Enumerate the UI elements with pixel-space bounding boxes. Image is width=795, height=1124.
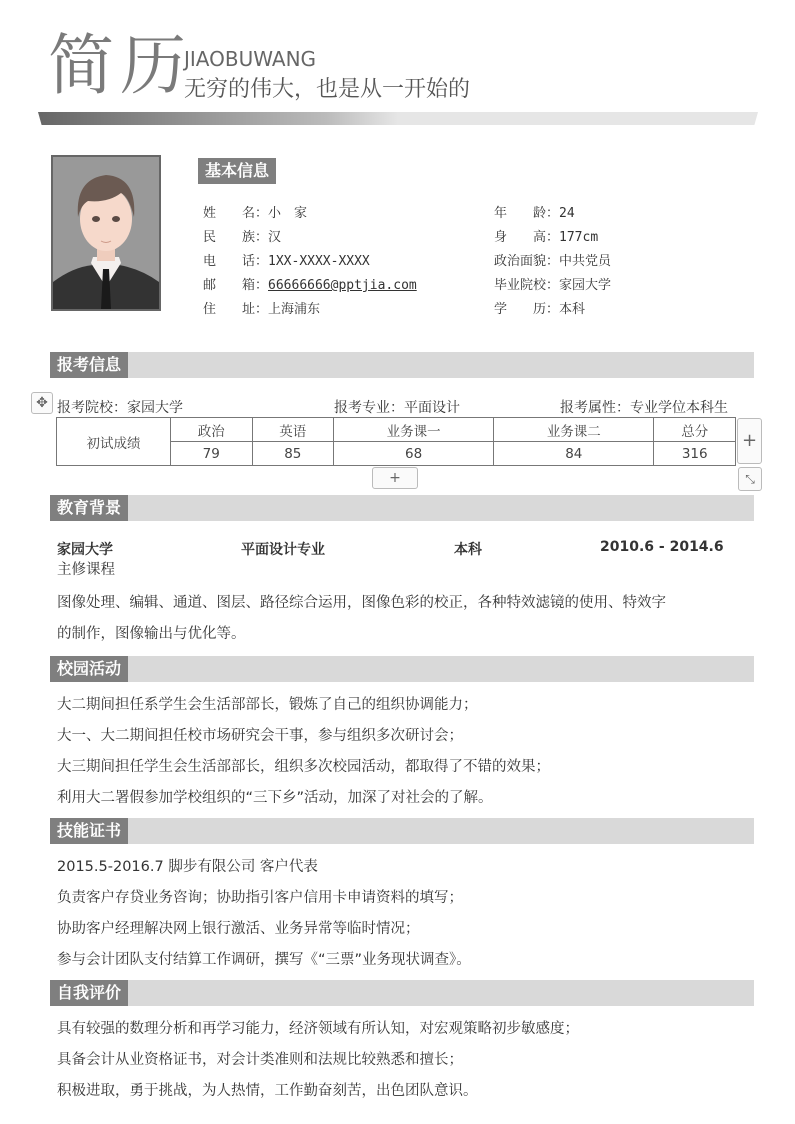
section-header-campus [50,656,754,682]
info-label: 民 族： [203,230,269,245]
score-cell: 79 [171,442,253,466]
subject-header: 英语 [252,418,334,442]
info-value: 本科 [559,302,586,317]
campus-line: 大三期间担任学生会生活部部长，组织多次校园活动，都取得了不错的效果； [57,759,550,775]
slogan: 无穷的伟大，也是从一开始的 [184,77,471,102]
exam-major: 报考专业：平面设计 [334,400,460,416]
campus-line: 大一、大二期间担任校市场研究会干事，参与组织多次研讨会； [57,728,463,744]
campus-line: 大二期间担任系学生会生活部部长，锻炼了自己的组织协调能力； [57,697,478,713]
info-value: 24 [559,206,575,221]
score-cell: 84 [494,442,654,466]
info-row [494,230,598,246]
score-cell: 316 [654,442,736,466]
section-title: 自我评价 [50,980,128,1006]
edu-degree: 本科 [454,542,482,558]
self-line: 具备会计从业资格证书，对会计类准则和法规比较熟悉和擅长； [57,1052,463,1068]
info-label: 年 龄： [494,206,560,221]
info-row [494,278,611,294]
section-header-self [50,980,754,1006]
info-label: 电 话： [203,254,269,269]
campus-line: 利用大二署假参加学校组织的“三下乡”活动，加深了对社会的了解。 [57,790,493,806]
info-row [203,230,281,246]
info-label: 邮 箱： [203,278,269,293]
skills-line: 负责客户存贷业务咨询；协助指引客户信用卡申请资料的填写； [57,890,463,906]
exam-school: 报考院校：家园大学 [57,400,183,416]
info-row [203,278,417,294]
section-header-education [50,495,754,521]
score-cell: 68 [334,442,494,466]
score-table [56,417,736,466]
subject-header: 总分 [654,418,736,442]
section-title: 报考信息 [50,352,128,378]
info-value: 中共党员 [559,254,612,269]
subject-header: 业务课二 [494,418,654,442]
resize-table-icon[interactable]: ⤡ [738,467,762,491]
courses-line: 的制作，图像输出与优化等。 [57,626,246,642]
section-title: 教育背景 [50,495,128,521]
resume-logo: 简历 [48,27,192,104]
add-row-button[interactable]: + [372,467,418,489]
brand-name: JIAOBUWANG [184,47,317,71]
info-row [203,302,320,318]
info-value: 汉 [268,230,282,245]
info-value: 小 家 [268,206,308,221]
section-title: 技能证书 [50,818,128,844]
subject-header: 业务课一 [334,418,494,442]
info-row [203,254,370,270]
skills-line: 参与会计团队支付结算工作调研，撰写《“三票”业务现状调查》。 [57,952,471,968]
edu-school: 家园大学 [57,542,113,558]
info-value: 1XX-XXXX-XXXX [268,254,370,269]
info-value: 177cm [559,230,599,245]
info-row [203,206,307,222]
skills-line: 2015.5-2016.7 脚步有限公司 客户代表 [57,859,318,875]
info-row [494,254,611,270]
section-header-exam [50,352,754,378]
courses-label: 主修课程 [57,562,115,578]
skills-line: 协助客户经理解决网上银行激活、业务异常等临时情况； [57,921,420,937]
move-table-icon[interactable]: ✥ [31,392,53,414]
section-title-basic-info: 基本信息 [198,158,276,184]
subject-header: 政治 [171,418,253,442]
edu-major: 平面设计专业 [241,542,325,558]
info-row [494,302,585,318]
section-title: 校园活动 [50,656,128,682]
section-header-skills [50,818,754,844]
exam-type: 报考属性：专业学位本科生 [560,400,728,416]
info-label: 政治面貌： [494,254,560,269]
self-line: 具有较强的数理分析和再学习能力，经济领域有所认知，对宏观策略初步敏感度； [57,1021,579,1037]
add-column-button[interactable]: + [737,418,762,464]
info-value: 家园大学 [559,278,612,293]
info-label: 身 高： [494,230,560,245]
profile-photo [51,155,161,311]
info-label: 住 址： [203,302,269,317]
courses-line: 图像处理、编辑、通道、图层、路径综合运用，图像色彩的校正，各种特效滤镜的使用、特效字 [57,595,666,611]
info-row [494,206,575,222]
info-label: 学 历： [494,302,560,317]
info-value[interactable]: 66666666@pptjia.com [268,278,417,293]
self-line: 积极进取，勇于挑战，为人热情，工作勤奋刻苦，出色团队意识。 [57,1083,478,1099]
row-label: 初试成绩 [57,418,171,466]
edu-period: 2010.6 - 2014.6 [600,539,724,555]
score-cell: 85 [252,442,334,466]
info-label: 姓 名： [203,206,269,221]
info-label: 毕业院校： [494,278,560,293]
info-value: 上海浦东 [268,302,321,317]
header-divider [38,112,758,125]
